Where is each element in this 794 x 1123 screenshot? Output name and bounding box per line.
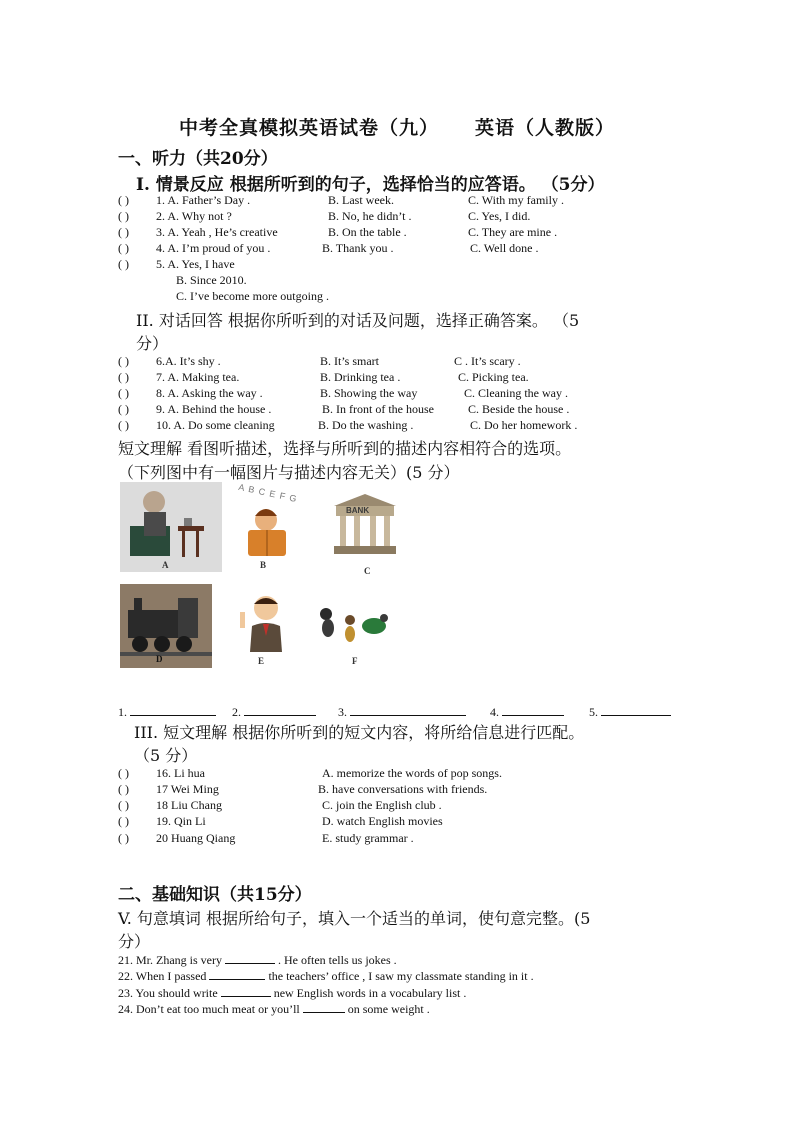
- list-item: ( ) 7. A. Making tea.: [118, 370, 240, 384]
- answer-blank-5[interactable]: 5.: [589, 703, 671, 720]
- picture-b: [232, 481, 304, 572]
- list-item: ( ) 8. A. Asking the way .: [118, 386, 263, 400]
- option-c: C. Yes, I did.: [468, 209, 531, 223]
- bank-building-icon: [328, 490, 402, 560]
- blank-line[interactable]: [225, 951, 275, 964]
- answer-blank-1[interactable]: 1.: [118, 703, 216, 720]
- option-b: B. It’s smart: [320, 354, 379, 368]
- match-option: B. have conversations with friends.: [318, 782, 488, 796]
- match-option: C. join the English club .: [322, 798, 442, 812]
- option-c: C. Beside the house .: [468, 402, 570, 416]
- list-item: ( ) 20 Huang Qiang: [118, 831, 236, 845]
- part2-heading-cont: 分）: [136, 334, 169, 353]
- list-item: ( ) 1. A. Father’s Day .: [118, 193, 251, 207]
- fill-in-sentence: 23. You should write new English words in a vocabulary list .: [118, 986, 467, 1000]
- part3-heading: III. 短文理解 根据你所听到的短文内容，将所给信息进行匹配。: [134, 723, 585, 742]
- picture-d: [120, 584, 212, 668]
- picture-label: F: [352, 656, 358, 666]
- picture-e: [234, 590, 294, 670]
- list-item: ( ) 6.A. It’s shy .: [118, 354, 221, 368]
- option-c: C. Cleaning the way .: [464, 386, 568, 400]
- picture-label: D: [156, 654, 163, 664]
- part5-heading: V. 句意填词 根据所给句子，填入一个适当的单词，使句意完整。(5: [118, 909, 591, 928]
- answer-blank-2[interactable]: 2.: [232, 703, 316, 720]
- picture-label: C: [364, 566, 371, 576]
- option-b: B. In front of the house: [322, 402, 434, 416]
- fill-in-sentence: 21. Mr. Zhang is very . He often tells us jokes .: [118, 953, 397, 967]
- option-c: C. Picking tea.: [458, 370, 529, 384]
- picture-label: B: [260, 560, 267, 570]
- option-b: B. No, he didn’t .: [328, 209, 412, 223]
- title-main: 中考全真模拟英语试卷（九）: [178, 117, 439, 139]
- picture-section-heading: 短文理解 看图听描述，选择与所听到的描述内容相符合的选项。: [118, 439, 572, 458]
- part1-heading: I. 情景反应 根据所听到的句子，选择恰当的应答语。 （5分）: [136, 175, 605, 195]
- option-c: C. I’ve become more outgoing .: [176, 289, 329, 303]
- option-b: B. Showing the way: [320, 386, 418, 400]
- option-c: C. They are mine .: [468, 225, 558, 239]
- part2-heading: II. 对话回答 根据你所听到的对话及问题，选择正确答案。 （5: [136, 311, 580, 330]
- picture-f: [312, 600, 394, 670]
- picture-label: A: [162, 560, 169, 570]
- match-option: D. watch English movies: [322, 814, 443, 828]
- option-c: C. Do her homework .: [470, 418, 578, 432]
- bank-sign: BANK: [346, 506, 370, 515]
- picture-c: [328, 490, 402, 576]
- blank-line[interactable]: [244, 703, 316, 716]
- fill-in-sentence: 24. Don’t eat too much meat or you’ll on some weight .: [118, 1002, 430, 1016]
- boy-reading-icon: [232, 481, 304, 572]
- blank-line[interactable]: [350, 703, 466, 716]
- match-option: A. memorize the words of pop songs.: [322, 766, 502, 780]
- blank-line[interactable]: [209, 967, 265, 980]
- match-option: E. study grammar .: [322, 831, 414, 845]
- answer-blank-4[interactable]: 4.: [490, 703, 564, 720]
- option-c: C. With my family .: [468, 193, 564, 207]
- option-b: B. Last week.: [328, 193, 394, 207]
- option-b: B. Do the washing .: [318, 418, 414, 432]
- list-item: ( ) 17 Wei Ming: [118, 782, 219, 796]
- list-item: ( ) 18 Liu Chang: [118, 798, 222, 812]
- picture-label: E: [258, 656, 265, 666]
- blank-line[interactable]: [303, 1000, 345, 1013]
- option-b: B. Drinking tea .: [320, 370, 401, 384]
- man-pointing-icon: [234, 590, 294, 660]
- fill-in-sentence: 22. When I passed the teachers’ office , I saw my classmate standing in it .: [118, 969, 534, 983]
- picture-a: [120, 482, 222, 572]
- option-b: B. Thank you .: [322, 241, 394, 255]
- option-c: C . It’s scary .: [454, 354, 521, 368]
- list-item: ( ) 19. Qin Li: [118, 814, 206, 828]
- blank-line[interactable]: [601, 703, 671, 716]
- blank-line[interactable]: [221, 984, 271, 997]
- list-item: ( ) 2. A. Why not ?: [118, 209, 232, 223]
- list-item: ( ) 3. A. Yeah , He’s creative: [118, 225, 278, 239]
- old-man-drinking-tea-icon: [120, 482, 222, 572]
- section-basics-heading: 二、基础知识（共15分）: [118, 885, 312, 905]
- list-item: ( ) 5. A. Yes, I have: [118, 257, 235, 271]
- blank-line[interactable]: [130, 703, 216, 716]
- picture-section-note: （下列图中有一幅图片与描述内容无关）(5 分）: [118, 463, 460, 482]
- page-title: [0, 113, 794, 140]
- section-listening-heading: 一、听力（共20分）: [118, 149, 278, 169]
- blank-line[interactable]: [502, 703, 564, 716]
- part5-heading-cont: 分）: [118, 932, 151, 951]
- cartoon-insects-icon: [312, 600, 394, 652]
- part3-heading-cont: （5 分）: [134, 746, 198, 765]
- list-item: ( ) 10. A. Do some cleaning: [118, 418, 275, 432]
- list-item: ( ) 9. A. Behind the house .: [118, 402, 272, 416]
- abc-letters: A B C E F G: [237, 481, 299, 505]
- option-c: C. Well done .: [470, 241, 539, 255]
- steam-train-icon: [120, 584, 212, 668]
- option-b: B. Since 2010.: [176, 273, 247, 287]
- list-item: ( ) 4. A. I’m proud of you .: [118, 241, 271, 255]
- list-item: ( ) 16. Li hua: [118, 766, 205, 780]
- option-b: B. On the table .: [328, 225, 407, 239]
- title-edition: 英语（人教版）: [475, 117, 616, 139]
- answer-blank-3[interactable]: 3.: [338, 703, 466, 720]
